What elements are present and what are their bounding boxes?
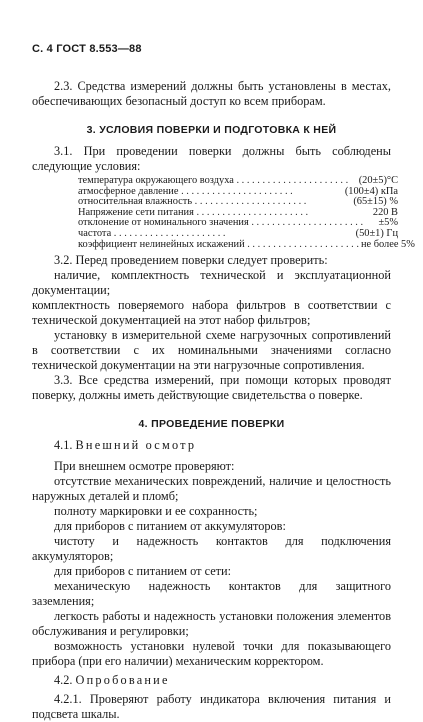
subsection-number: 4.2. [54, 673, 73, 688]
clause-4-1-item: легкость работы и надежность установки положения элементов обслуживания и регулировки; [32, 609, 391, 639]
clause-4-2-1: 4.2.1. Проверяют работу индикатора включения питания и подсвета шкалы. [32, 692, 391, 722]
clause-4-1-item: механическую надежность контактов для защитного заземления; [32, 579, 391, 609]
subsection-4-2-heading [32, 673, 391, 688]
clause-4-1-item: чистоту и надежность контактов для подключения аккумуляторов; [32, 534, 391, 564]
section-3-title: 3. УСЛОВИЯ ПОВЕРКИ И ПОДГОТОВКА К НЕЙ [86, 124, 337, 136]
condition-row [78, 238, 415, 251]
page-header: С. 4 ГОСТ 8.553—88 [32, 43, 142, 55]
clause-3-1: 3.1. При проведении поверки должны быть соблюдены следующие условия: [32, 144, 391, 173]
subsection-number: 4.1. [54, 438, 73, 453]
condition-label: атмосферное давление [78, 185, 179, 197]
leader-dots: . . . . . . . . . . . . . . . . . . . . . . [248, 217, 364, 229]
clause-4-1-item: для приборов с питанием от сети: [54, 564, 232, 579]
clause-4-1-item: для приборов с питанием от аккумуляторов: [54, 519, 286, 534]
leader-dots: . . . . . . . . . . . . . . . . . . . . . . [178, 185, 293, 197]
leader-dots: . . . . . . . . . . . . . . . . . . . . . . [192, 196, 307, 208]
clause-3-2-item: установку в измерительной схеме нагрузочных сопротивлений в соответствии с их номинальными значениями согласно технической документации на эти нагрузочные сопротивления. [32, 328, 391, 373]
condition-label: коэффициент нелинейных искажений [78, 238, 245, 250]
condition-row [78, 176, 398, 187]
condition-label: частота [78, 227, 112, 239]
section-4-title: 4. ПРОВЕДЕНИЕ ПОВЕРКИ [138, 418, 285, 431]
clause-4-1-item: полноту маркировки и ее сохранность; [54, 504, 258, 519]
clause-3-2-item: комплектность поверяемого набора фильтров в соответствии с технической документацией на этот набор фильтров; [32, 298, 391, 328]
condition-value: (100±4) кПа [344, 185, 398, 197]
condition-label: Напряжение сети питания [78, 206, 194, 218]
subsection-title: Внешний осмотр [75, 438, 197, 453]
condition-value: ±5% [378, 217, 398, 229]
clause-2-3: 2.3. Средства измерений должны быть установлены в местах, обеспечивающих безопасный доступ ко всем приборам. [32, 79, 391, 108]
leader-dots: . . . . . . . . . . . . . . . . . . . . . . [111, 227, 226, 239]
condition-value: (50±1) Гц [355, 227, 398, 239]
condition-value: 220 В [372, 206, 398, 218]
clause-3-2-item: наличие, комплектность технической и эксплуатационной документации; [32, 268, 391, 298]
leader-dots: . . . . . . . . . . . . . . . . . . . . . . [193, 206, 309, 218]
subsection-title: Опробование [75, 673, 170, 688]
subsection-4-1-heading [32, 438, 391, 453]
condition-row [78, 229, 398, 240]
clause-3-3: 3.3. Все средства измерений, при помощи которых проводят поверку, должны иметь действующие свидетельства о поверке. [32, 373, 391, 403]
clause-4-1-item: отсутствие механических повреждений, наличие и целостность наружных деталей и пломб; [32, 474, 391, 504]
condition-value: (65±15) % [353, 196, 398, 208]
leader-dots: . . . . . . . . . . . . . . . . . . . . . . [233, 175, 349, 186]
conditions-list [78, 175, 415, 250]
leader-dots: . . . . . . . . . . . . . . . . . . . . . . [244, 238, 359, 250]
condition-label: температура окружающего воздуха [78, 175, 234, 186]
condition-label: отклонение от номинального значения [78, 217, 249, 229]
condition-label: относительная влажность [78, 196, 193, 208]
condition-value: (20±5)°С [358, 175, 398, 186]
clause-4-1-item: возможность установки нулевой точки для показывающего прибора (при его наличии) механическим корректором. [32, 639, 391, 669]
condition-value: не более 5% [360, 238, 415, 250]
clause-4-1-intro: При внешнем осмотре проверяют: [54, 459, 235, 474]
clause-3-2: 3.2. Перед проведением поверки следует проверить: [54, 253, 328, 268]
